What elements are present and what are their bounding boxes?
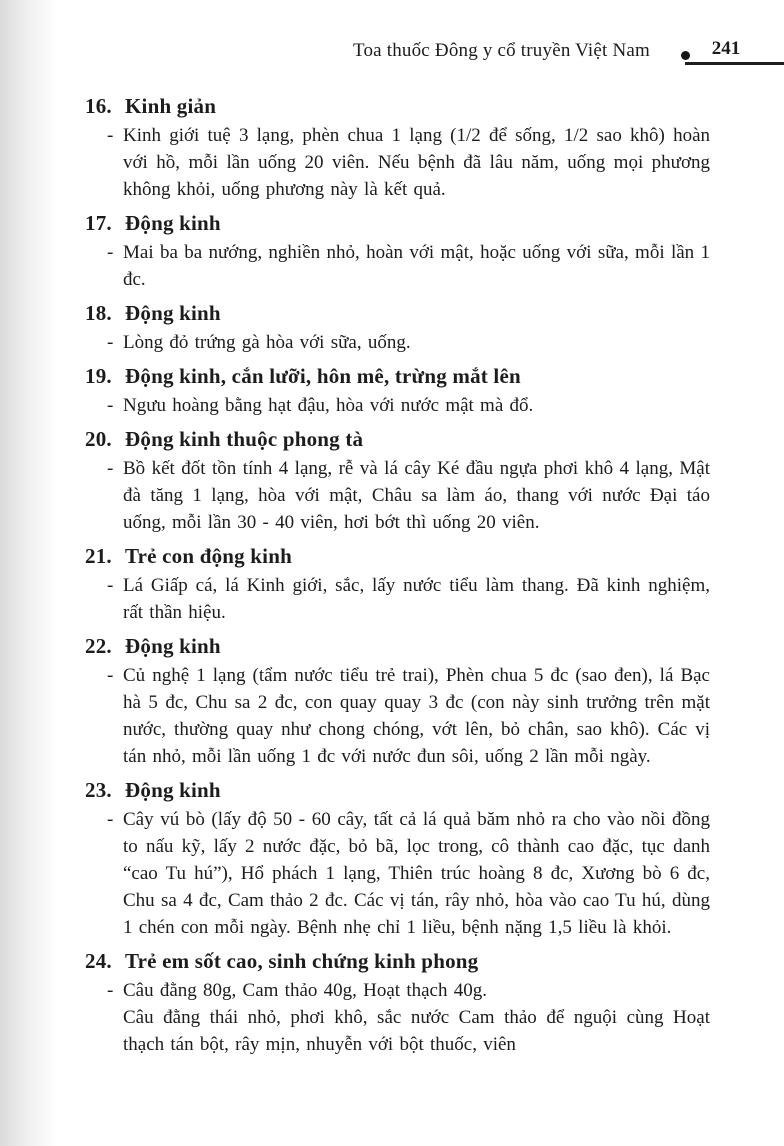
prescription-paragraph xyxy=(123,1004,710,1058)
section-number: 24. xyxy=(85,949,112,973)
dash-marker: - xyxy=(107,665,114,686)
section-heading xyxy=(85,543,710,570)
section-heading xyxy=(85,633,710,660)
section-title: Kinh giản xyxy=(125,94,217,118)
section-heading xyxy=(85,210,710,237)
paragraph-text: Kinh giới tuệ 3 lạng, phèn chua 1 lạng (1/2 để sống, 1/2 sao khô) hoàn với hồ, mỗi lần uống 20 viên. Nếu bệnh đã lâu năm, uống mọi phương không khỏi, uống phương này là kết quả. xyxy=(123,125,710,200)
paragraph-text: Lá Giấp cá, lá Kinh giới, sắc, lấy nước tiểu làm thang. Đã kinh nghiệm, rất thần hiệu. xyxy=(123,575,710,623)
page-number: 241 xyxy=(711,38,741,59)
section xyxy=(0,633,784,770)
prescription-paragraph xyxy=(107,122,710,203)
prescription-paragraph xyxy=(107,239,710,293)
dash-marker: - xyxy=(107,458,114,479)
section-heading xyxy=(85,777,710,804)
paragraph-text: Lòng đỏ trứng gà hòa với sữa, uống. xyxy=(123,332,411,353)
paragraph-text: Ngưu hoàng bằng hạt đậu, hòa với nước mật mà đổ. xyxy=(123,395,534,416)
section-title: Động kinh xyxy=(125,301,221,325)
section-heading xyxy=(85,426,710,453)
dash-marker: - xyxy=(107,395,114,416)
section-heading xyxy=(85,948,710,975)
dash-marker: - xyxy=(107,332,114,353)
sections xyxy=(0,86,784,1058)
section-title: Động kinh, cắn lưỡi, hôn mê, trừng mắt lên xyxy=(125,364,521,388)
section-title: Động kinh xyxy=(125,778,221,802)
paragraph-text: Cây vú bò (lấy độ 50 - 60 cây, tất cả lá quả băm nhỏ ra cho vào nồi đồng to nấu kỹ, lấy 2 nước đặc, bỏ bã, lọc trong, cô thành cao đặc, tục danh “cao Tu hú”), Hổ phách 1 lạng, Thiên trúc hoàng 8 đc, Xương bò 6 đc, Chu sa 4 đc, Cam thảo 2 đc. Các vị tán, rây nhỏ, hòa vào cao Tu hú, dùng 1 chén con mỗi ngày. Bệnh nhẹ chỉ 1 liều, bệnh nặng 1,5 liều là khỏi. xyxy=(123,809,710,938)
section xyxy=(0,543,784,626)
header-rule xyxy=(685,62,784,65)
prescription-paragraph xyxy=(107,572,710,626)
section xyxy=(0,948,784,1058)
paragraph-text: Câu đằng 80g, Cam thảo 40g, Hoạt thạch 40g. xyxy=(123,980,487,1001)
prescription-paragraph xyxy=(107,455,710,536)
section-number: 23. xyxy=(85,778,112,802)
paragraph-text: Bồ kết đốt tồn tính 4 lạng, rễ và lá cây Ké đầu ngựa phơi khô 4 lạng, Mật đà tăng 1 lạng, hòa với mật, Châu sa làm áo, thang với nước Đại táo uống, mỗi lần 30 - 40 viên, hơi bớt thì uống 20 viên. xyxy=(123,458,710,533)
section-number: 17. xyxy=(85,211,112,235)
section xyxy=(0,93,784,203)
section-title: Động kinh xyxy=(125,634,221,658)
section xyxy=(0,210,784,293)
section-heading xyxy=(85,300,710,327)
section-title: Trẻ con động kinh xyxy=(125,544,292,568)
section-number: 16. xyxy=(85,94,112,118)
header-bullet-icon xyxy=(681,51,690,60)
dash-marker: - xyxy=(107,809,114,830)
dash-marker: - xyxy=(107,980,114,1001)
prescription-paragraph xyxy=(107,977,710,1004)
section xyxy=(0,363,784,419)
dash-marker: - xyxy=(107,125,114,146)
prescription-paragraph xyxy=(107,662,710,770)
section-title: Trẻ em sốt cao, sinh chứng kinh phong xyxy=(125,949,479,973)
paragraph-text: Câu đằng thái nhỏ, phơi khô, sắc nước Cam thảo để nguội cùng Hoạt thạch tán bột, rây mịn, nhuyễn với bột thuốc, viên xyxy=(123,1007,710,1055)
prescription-paragraph xyxy=(107,329,710,356)
paragraph-text: Củ nghệ 1 lạng (tẩm nước tiểu trẻ trai), Phèn chua 5 đc (sao đen), lá Bạc hà 5 đc, Chu sa 2 đc, con quay quay 3 đc (con này sinh trưởng trên mặt nước, thường quay như chong chóng, vớt lên, bỏ chân, sao khô). Các vị tán nhỏ, mỗi lần uống 1 đc với nước đun sôi, uống 2 lần mỗi ngày. xyxy=(123,665,710,767)
section xyxy=(0,300,784,356)
section-heading xyxy=(85,93,710,120)
prescription-paragraph xyxy=(107,392,710,419)
paragraph-text: Mai ba ba nướng, nghiền nhỏ, hoàn với mật, hoặc uống với sữa, mỗi lần 1 đc. xyxy=(123,242,710,290)
section xyxy=(0,777,784,941)
running-title: Toa thuốc Đông y cổ truyền Việt Nam xyxy=(352,40,650,61)
section-number: 19. xyxy=(85,364,112,388)
section-heading xyxy=(85,363,710,390)
section-number: 21. xyxy=(85,544,112,568)
section-title: Động kinh thuộc phong tà xyxy=(125,427,364,451)
dash-marker: - xyxy=(107,575,114,596)
section-number: 18. xyxy=(85,301,112,325)
prescription-paragraph xyxy=(107,806,710,941)
section-title: Động kinh xyxy=(125,211,221,235)
section-number: 22. xyxy=(85,634,112,658)
section xyxy=(0,426,784,536)
section-number: 20. xyxy=(85,427,112,451)
dash-marker: - xyxy=(107,242,114,263)
